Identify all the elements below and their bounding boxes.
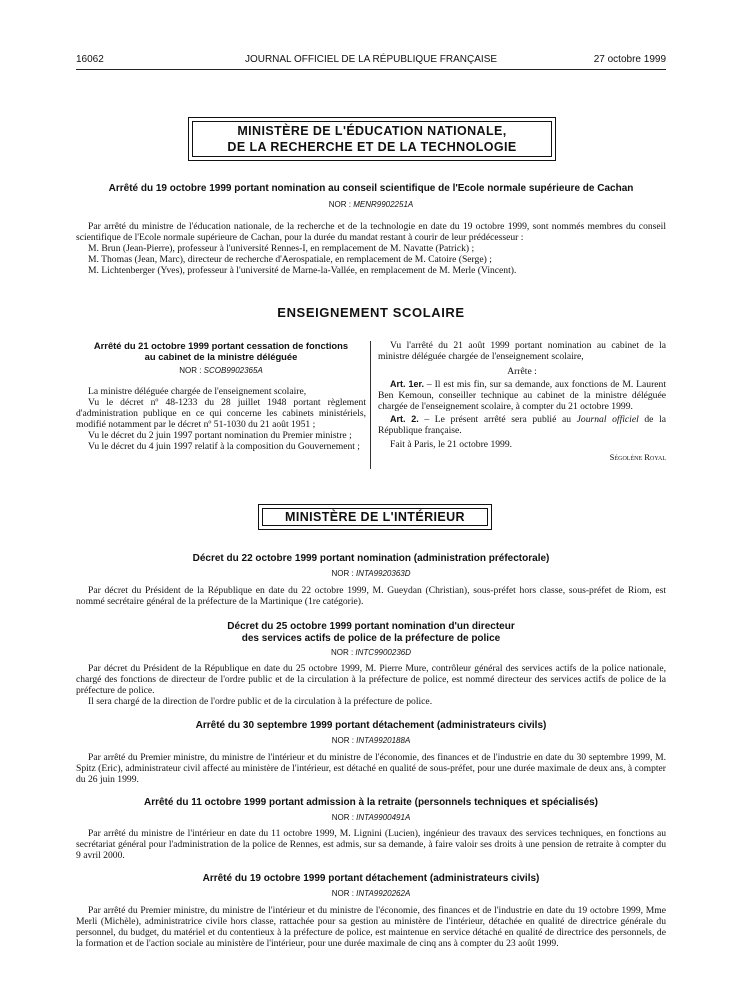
act4-body <box>76 663 666 707</box>
act3-body <box>76 585 666 607</box>
act2-left-column <box>76 386 366 452</box>
act7-title: Arrêté du 19 octobre 1999 portant détachement (administrateurs civils) <box>202 873 540 884</box>
act2-fait: Fait à Paris, le 21 octobre 1999. <box>390 439 513 450</box>
ministry-interieur-box <box>258 504 492 530</box>
act2-decree-june-4: Vu le décret du 4 juin 1997 relatif à la composition du Gouvernement ; <box>88 441 360 452</box>
act2-arrete-aout: Vu l'arrêté du 21 août 1999 portant nomination au cabinet de la ministre déléguée chargée de l'enseignement scolaire, <box>378 340 666 362</box>
act2-minister-line: La ministre déléguée chargée de l'enseignement scolaire, <box>88 386 307 397</box>
act7-body <box>76 905 666 949</box>
act4-title: Décret du 25 octobre 1999 portant nomination d'un directeur des services actifs de police de la préfecture de police <box>227 621 515 644</box>
act1-member-2: M. Thomas (Jean, Marc), directeur de recherche d'Aerospatiale, en remplacement de M. Catoire (Serge) ; <box>88 254 492 265</box>
act1-body <box>76 221 666 276</box>
ministry-education-line2: DE LA RECHERCHE ET DE LA TECHNOLOGIE <box>227 140 517 154</box>
act6-nor: NOR : INTA9900491A <box>331 813 411 822</box>
act4-text1: Par décret du Président de la République en date du 25 octobre 1999, M. Pierre Mure, contrôleur général des services actifs de la police nationale, chargé des fonctions de directeur de l'ordre public et de la circulation à la préfecture de police, est nommé directeur des services actifs de police de la préfecture de police. <box>76 663 666 696</box>
ministry-education-line1: MINISTÈRE DE L'ÉDUCATION NATIONALE, <box>237 124 507 138</box>
act2-article-2: Art. 2. – Le présent arrêté sera publié au Journal officiel de la République française. <box>378 414 666 436</box>
page-number: 16062 <box>76 54 104 65</box>
act7-text: Par arrêté du Premier ministre, du ministre de l'intérieur et du ministre de l'économie, des finances et de l'industrie en date du 19 octobre 1999, Mme Merli (Michèle), administratrice civile hors classe, rattachée pour sa gestion au ministère de l'intérieur, détachée en qualité de directrice générale du personnel, du budget, du matériel et du contentieux à la préfecture de police, est maintenue en service détaché en qualité de directrice des personnels, de la formation et de l'action sociale au ministère de l'intérieur, pour une durée maximale de cinq ans à compter du 23 août 1999. <box>76 905 666 949</box>
act2-nor: NOR : SCOB9902365A <box>179 366 263 375</box>
act1-nor: NOR : MENR9902251A <box>328 200 414 209</box>
act1-intro: Par arrêté du ministre de l'éducation nationale, de la recherche et de la technologie en date du 19 octobre 1999, sont nommés membres du conseil scientifique de l'Ecole normale supérieure de Cachan, pour la durée du mandat restant à courir de leur prédécesseur : <box>76 221 666 243</box>
act5-text: Par arrêté du Premier ministre, du ministre de l'intérieur et du ministre de l'économie, des finances et de l'industrie en date du 30 septembre 1999, M. Spitz (Eric), administrateur civil affecté au ministère de l'intérieur, est détaché en qualité de sous-préfet, pour une durée maximale de deux ans, à compter du 26 juin 1999. <box>76 752 666 785</box>
act1-member-3: M. Lichtenberger (Yves), professeur à l'université de Marne-la-Vallée, en remplacement de M. Merle (Vincent). <box>88 265 517 276</box>
ministry-interieur-title: MINISTÈRE DE L'INTÉRIEUR <box>285 510 465 524</box>
act2-right-column <box>378 340 666 463</box>
act1-member-1: M. Brun (Jean-Pierre), professeur à l'université Rennes-I, en remplacement de M. Navatte (Patrick) ; <box>88 243 475 254</box>
act4-nor: NOR : INTC9900236D <box>330 648 412 657</box>
act6-title: Arrêté du 11 octobre 1999 portant admission à la retraite (personnels techniques et spécialisés) <box>143 797 599 808</box>
act5-nor: NOR : INTA9920188A <box>331 736 411 745</box>
section-enseignement-scolaire: ENSEIGNEMENT SCOLAIRE <box>277 305 465 320</box>
act1-title: Arrêté du 19 octobre 1999 portant nomination au conseil scientifique de l'Ecole normale supérieure de Cachan <box>108 183 634 194</box>
act2-article-1: Art. 1er. – Il est mis fin, sur sa demande, aux fonctions de M. Laurent Ben Kemoun, conseiller technique au cabinet de la ministre déléguée chargée de l'enseignement scolaire, à compter du 21 octobre 1999. <box>378 379 666 412</box>
act3-text: Par décret du Président de la République en date du 22 octobre 1999, M. Gueydan (Christian), sous-préfet hors classe, sous-préfet de Riom, est nommé secrétaire général de la préfecture de la Martinique (1re catégorie). <box>76 585 666 607</box>
header-rule <box>76 69 666 70</box>
act4-text2: Il sera chargé de la direction de l'ordre public et de la circulation à la préfecture de police. <box>88 696 433 707</box>
act2-signature: Ségolène Royal <box>609 452 666 462</box>
act2-decree-june-2: Vu le décret du 2 juin 1997 portant nomination du Premier ministre ; <box>88 430 352 441</box>
act5-title: Arrêté du 30 septembre 1999 portant détachement (administrateurs civils) <box>195 720 547 731</box>
act7-nor: NOR : INTA9920262A <box>331 889 411 898</box>
act2-arrete: Arrête : <box>507 366 537 377</box>
journal-title: JOURNAL OFFICIEL DE LA RÉPUBLIQUE FRANÇAISE <box>244 54 498 65</box>
header-date: 27 octobre 1999 <box>593 54 666 65</box>
act5-body <box>76 752 666 785</box>
ministry-education-box <box>188 117 556 161</box>
act2-decree-1948: Vu le décret nº 48-1233 du 28 juillet 1948 portant règlement d'administration publique en ce qui concerne les cabinets ministériels, modifié notamment par le décret nº 51-1030 du 21 août 1951 ; <box>76 397 366 430</box>
act2-title: Arrêté du 21 octobre 1999 portant cessation de fonctions au cabinet de la ministre déléguée <box>93 340 349 362</box>
act3-nor: NOR : INTA9920363D <box>331 569 411 578</box>
act6-body <box>76 828 666 861</box>
column-divider <box>370 341 371 469</box>
act6-text: Par arrêté du ministre de l'intérieur en date du 11 octobre 1999, M. Lignini (Lucien), ingénieur des travaux des services techniques, en fonctions au secrétariat général pour l'administration de la police de Rennes, est admis, sur sa demande, à faire valoir ses droits à une pension de retraite à compter du 9 avril 2000. <box>76 828 666 861</box>
act3-title: Décret du 22 octobre 1999 portant nomination (administration préfectorale) <box>192 553 550 564</box>
